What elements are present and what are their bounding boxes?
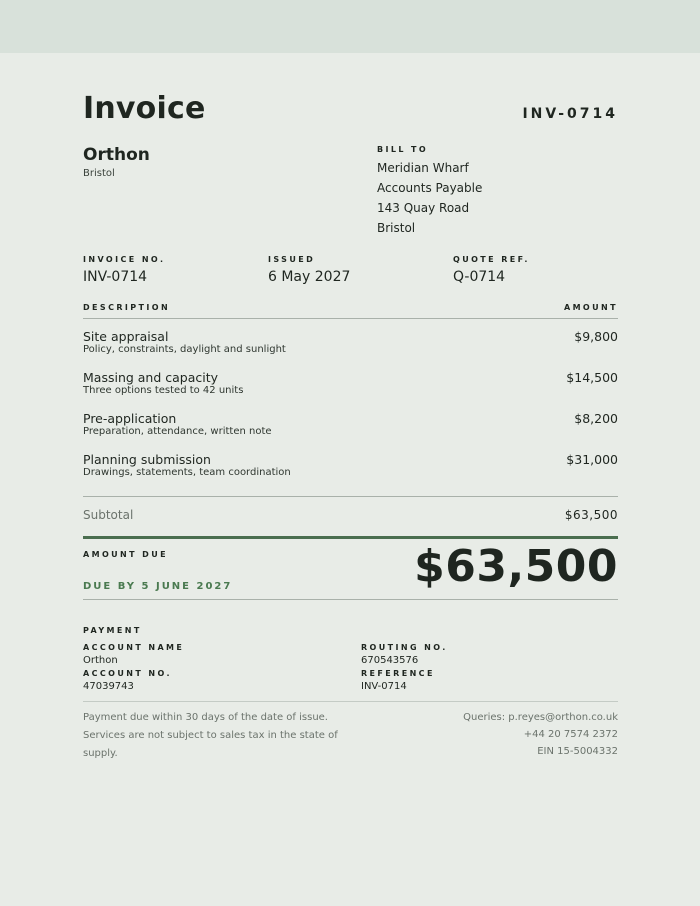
routing-field	[361, 643, 448, 666]
footer-divider	[83, 701, 618, 702]
invoice-title: Invoice	[83, 91, 206, 126]
amount-due-rule	[83, 536, 618, 539]
account-no-field	[83, 669, 172, 692]
bill-to-label: BILL TO	[377, 145, 429, 154]
meta-invoice-no	[83, 255, 165, 285]
sender-city: Bristol	[83, 168, 115, 179]
phone-number: +44 20 7574 2372	[523, 729, 618, 740]
subtotal-value: $63,500	[564, 508, 618, 522]
payment-terms-note: Payment due within 30 days of the date of issue. Services are not subject to sales tax in the state of supply.	[83, 712, 338, 759]
item-name: Pre-application	[83, 411, 177, 426]
meta-quote-ref	[453, 255, 530, 285]
bill-to-block	[377, 145, 482, 238]
item-detail: Three options tested to 42 units	[83, 385, 244, 396]
top-band	[0, 0, 700, 53]
amount-due-value: $63,500	[414, 541, 618, 592]
item-amount: $9,800	[574, 329, 618, 344]
account-no-value: 47039743	[83, 681, 134, 692]
payment-label: PAYMENT	[83, 626, 142, 635]
item-amount: $8,200	[574, 411, 618, 426]
routing-value: 670543576	[361, 655, 419, 666]
invoice-no-label: INVOICE NO.	[83, 255, 166, 264]
bill-to-line: Meridian Wharf	[377, 161, 469, 175]
subtotal-label: Subtotal	[83, 508, 134, 522]
line-item	[83, 411, 618, 452]
account-name-value: Orthon	[83, 655, 118, 666]
line-item	[83, 329, 618, 370]
ein-number: EIN 15-5004332	[537, 746, 618, 757]
description-header: DESCRIPTION	[83, 303, 171, 312]
bill-to-line: 143 Quay Road	[377, 201, 470, 215]
line-items	[83, 329, 618, 493]
queries-email[interactable]: Queries: p.reyes@orthon.co.uk	[463, 712, 618, 723]
invoice-no-value: INV-0714	[83, 269, 148, 285]
item-name: Planning submission	[83, 452, 211, 467]
invoice-number-header: INV-0714	[522, 106, 618, 122]
account-name-field	[83, 643, 184, 666]
amount-due-label: AMOUNT DUE	[83, 550, 168, 559]
items-header	[83, 303, 618, 319]
reference-value: INV-0714	[361, 681, 407, 692]
subtotal-divider	[83, 496, 618, 497]
contact-block	[463, 709, 618, 760]
issued-value: 6 May 2027	[268, 269, 351, 285]
item-name: Massing and capacity	[83, 370, 219, 385]
amount-due-divider	[83, 599, 618, 600]
subtotal-row	[83, 508, 618, 522]
reference-label: REFERENCE	[361, 669, 435, 678]
account-name-label: ACCOUNT NAME	[83, 643, 185, 652]
item-detail: Preparation, attendance, written note	[83, 426, 272, 437]
due-date: DUE BY 5 JUNE 2027	[83, 581, 233, 592]
bill-to-line: Bristol	[377, 221, 416, 235]
quote-ref-value: Q-0714	[453, 269, 506, 285]
line-item	[83, 452, 618, 493]
sender-name: Orthon	[83, 145, 150, 165]
item-detail: Drawings, statements, team coordination	[83, 467, 291, 478]
account-no-label: ACCOUNT NO.	[83, 669, 172, 678]
bill-to-lines	[377, 158, 482, 238]
meta-issued	[268, 255, 350, 285]
line-item	[83, 370, 618, 411]
item-amount: $31,000	[566, 452, 618, 467]
item-detail: Policy, constraints, daylight and sunlight	[83, 344, 286, 355]
routing-label: ROUTING NO.	[361, 643, 448, 652]
reference-field	[361, 669, 435, 692]
bill-to-line: Accounts Payable	[377, 181, 483, 195]
amount-header: AMOUNT	[563, 303, 618, 312]
quote-ref-label: QUOTE REF.	[453, 255, 530, 264]
issued-label: ISSUED	[268, 255, 316, 264]
item-name: Site appraisal	[83, 329, 169, 344]
item-amount: $14,500	[566, 370, 618, 385]
